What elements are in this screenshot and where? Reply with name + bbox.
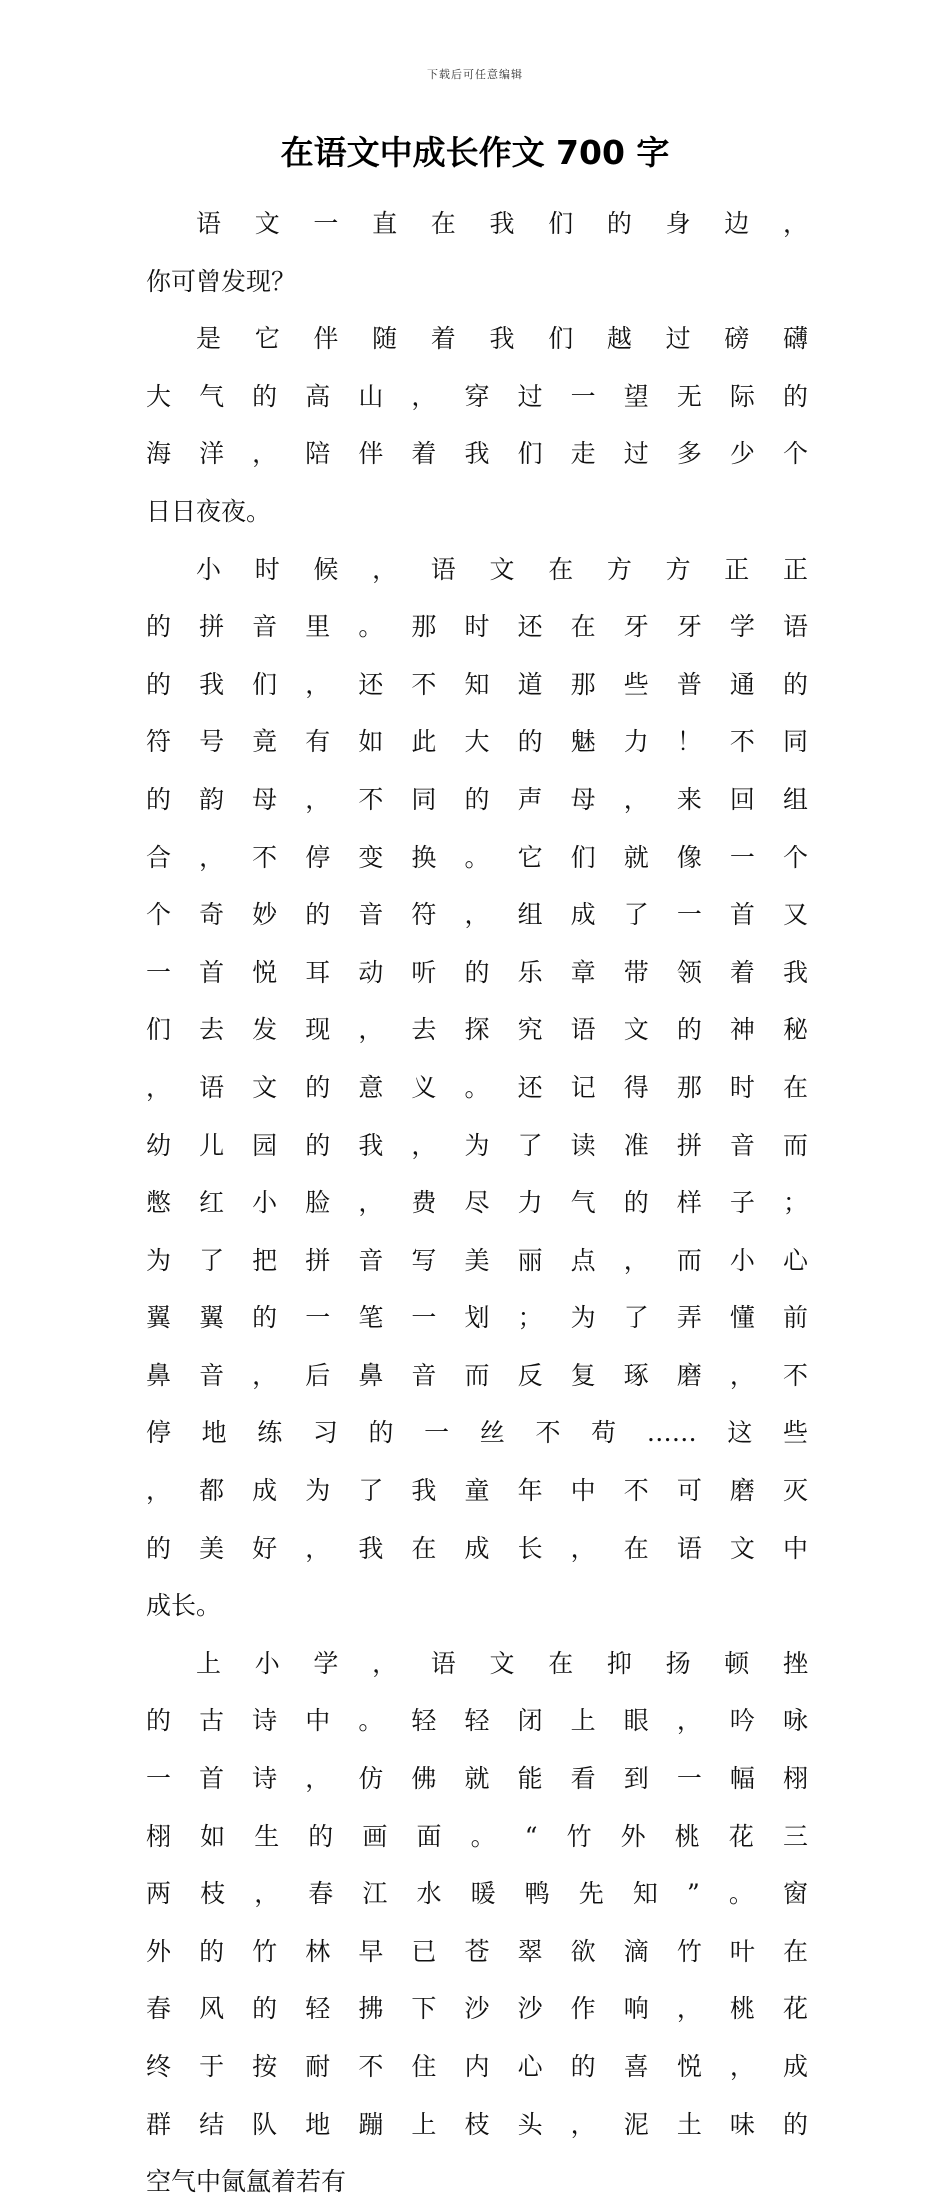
- text-line: 符号竟有如此大的魅力！不同: [146, 727, 808, 757]
- text-line: 上小学，语文在抑扬顿挫: [196, 1648, 808, 1678]
- text-line: 个奇妙的音符，组成了一首又: [146, 900, 808, 930]
- text-line: 鼻音，后鼻音而反复琢磨，不: [146, 1360, 808, 1390]
- text-line: 的拼音里。那时还在牙牙学语: [146, 612, 808, 642]
- document-title: 在语文中成长作文 700 字: [280, 133, 670, 172]
- text-line: 是它伴随着我们越过磅礴: [196, 324, 808, 354]
- text-line: 海洋，陪伴着我们走过多少个: [146, 439, 808, 469]
- header-note: 下载后可任意编辑: [427, 68, 523, 81]
- paragraph-1: [146, 195, 808, 310]
- text-line: 们去发现，去探究语文的神秘: [146, 1015, 808, 1045]
- text-line: 停地练习的一丝不苟……这些: [146, 1418, 808, 1448]
- text-line: 春风的轻拂下沙沙作响，桃花: [146, 1994, 808, 2024]
- text-line: 大气的高山，穿过一望无际的: [146, 381, 808, 411]
- text-line: 的美好，我在成长，在语文中: [146, 1533, 808, 1563]
- text-line: 的古诗中。轻轻闭上眼，吟咏: [146, 1706, 808, 1736]
- text-line: 的韵母，不同的声母，来回组: [146, 784, 808, 814]
- text-line: 你可曾发现？: [146, 266, 297, 296]
- text-line: 外的竹林早已苍翠欲滴竹叶在: [146, 1936, 808, 1966]
- text-line: 小时候，语文在方方正正: [196, 554, 808, 584]
- text-line: 两枝，春江水暖鸭先知”。窗: [146, 1879, 808, 1909]
- text-line: 幼儿园的我，为了读准拼音而: [146, 1130, 808, 1160]
- paragraph-4: [146, 1635, 808, 2211]
- text-line: 一首悦耳动听的乐章带领着我: [146, 957, 808, 987]
- text-line: 合，不停变换。它们就像一个: [146, 842, 808, 872]
- text-line: 终于按耐不住内心的喜悦，成: [146, 2052, 808, 2081]
- text-line: 的我们，还不知道那些普通的: [146, 669, 808, 699]
- text-line: 成长。: [146, 1591, 222, 1621]
- text-line: 栩如生的画面。“竹外桃花三: [146, 1821, 808, 1851]
- text-line: 群结队地蹦上枝头，泥土味的: [146, 2109, 808, 2139]
- text-line: ，语文的意义。还记得那时在: [146, 1072, 808, 1102]
- text-line: 为了把拼音写美丽点，而小心: [146, 1245, 808, 1275]
- text-line: 一首诗，仿佛就能看到一幅栩: [146, 1764, 808, 1794]
- paragraph-2: [146, 310, 808, 540]
- text-line: ，都成为了我童年中不可磨灭: [146, 1476, 808, 1506]
- text-line: 憋红小脸，费尽力气的样子；: [146, 1188, 808, 1218]
- text-line: 日日夜夜。: [146, 496, 272, 526]
- text-line: 翼翼的一笔一划；为了弄懂前: [146, 1303, 808, 1333]
- text-line: 语文一直在我们的身边，: [196, 209, 808, 238]
- text-line: 空气中氤氲着若有: [146, 2167, 347, 2197]
- document-body: [146, 195, 808, 2211]
- paragraph-3: [146, 541, 808, 1635]
